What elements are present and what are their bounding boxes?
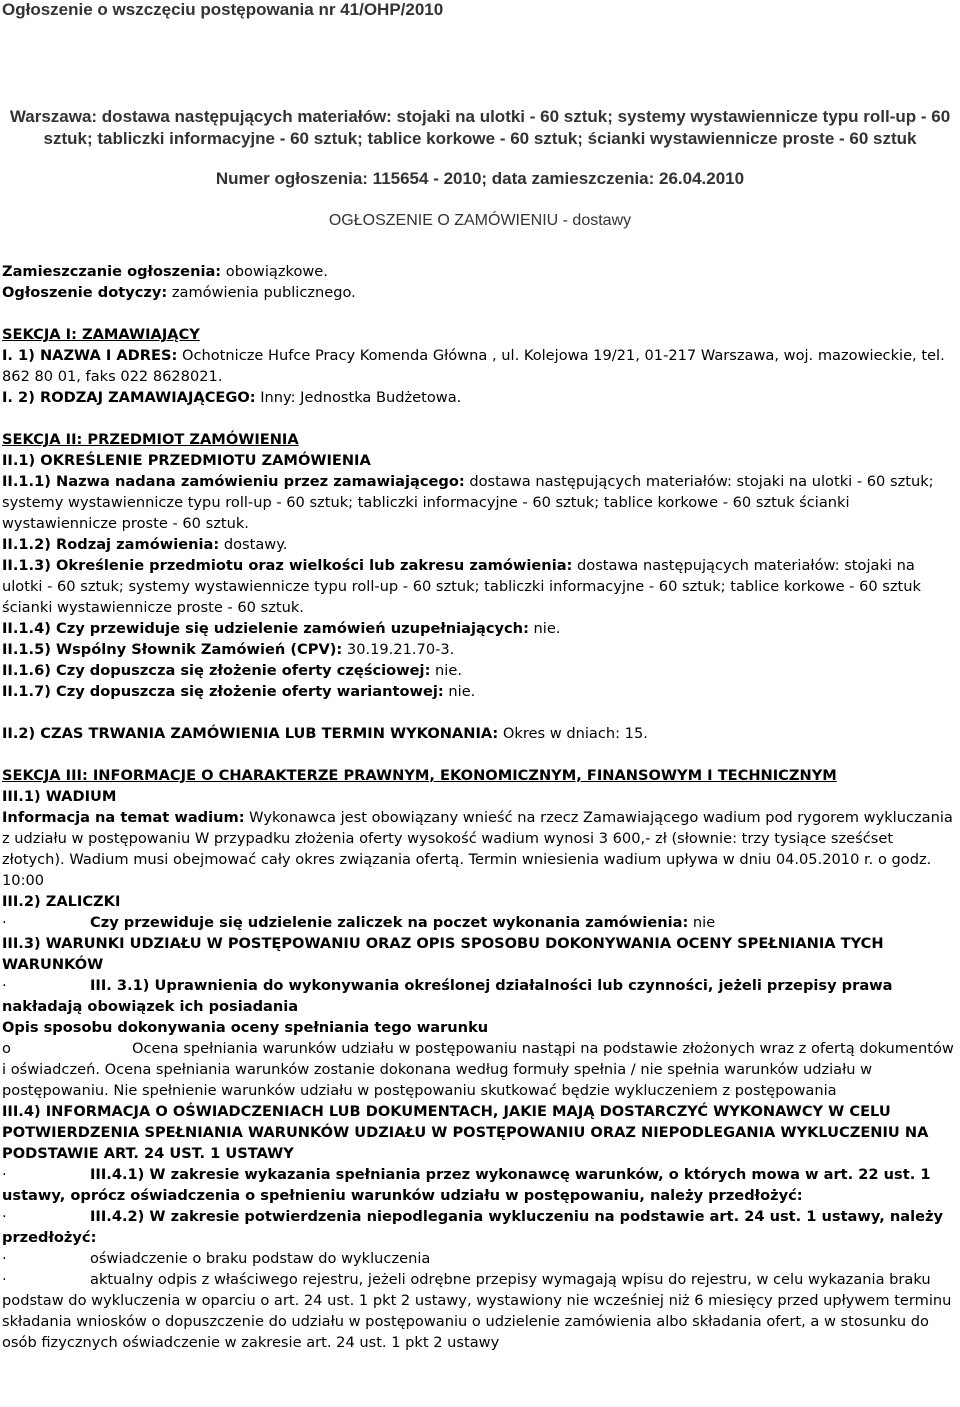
announcement-number: Numer ogłoszenia: 115654 - 2010; data zamieszczenia: 26.04.2010 bbox=[215, 169, 745, 188]
document-item-1 bbox=[2, 1248, 958, 1269]
concerns-value: zamówienia publicznego. bbox=[167, 284, 356, 301]
condition-3-1-text: III. 3.1) Uprawnienia do wykonywania określonej działalności lub czynności, jeżeli przepisy prawa nakładają obowiązek ich posiadania bbox=[2, 977, 893, 1015]
name-label: I. 1) NAZWA I ADRES: bbox=[2, 347, 178, 364]
duration-line bbox=[2, 723, 958, 744]
item-label: II.1.5) Wspólny Słownik Zamówień (CPV): bbox=[2, 641, 343, 658]
advance-label: Czy przewiduje się udzielenie zaliczek na poczet wykonania zamówienia: bbox=[90, 914, 689, 931]
main-title: Warszawa: dostawa następujących materiałów: stojaki na ulotki - 60 sztuk; systemy wystawiennicze typu roll-up - 60 sztuk; tabliczki informacyjne - 60 sztuk; tablice korkowe - 60 sztuk; ścianki wystawiennicze proste - 60 sztuk bbox=[9, 107, 951, 148]
item-2-1-3 bbox=[2, 555, 958, 618]
wadium-label: Informacja na temat wadium: bbox=[2, 809, 245, 826]
item-2-1-7 bbox=[2, 681, 958, 702]
advance-value: nie bbox=[688, 914, 716, 931]
advance-heading-text: III.2) ZALICZKI bbox=[2, 893, 121, 910]
type-label: I. 2) RODZAJ ZAMAWIAJĄCEGO: bbox=[2, 389, 256, 406]
item-value: nie. bbox=[430, 662, 462, 679]
condition-3-4-2-text: III.4.2) W zakresie potwierdzenia niepodlegania wykluczeniu na podstawie art. 24 ust. 1 ustawy, należy przedłożyć: bbox=[2, 1208, 944, 1246]
condition-3-4-1-text: III.4.1) W zakresie wykazania spełniania przez wykonawcę warunków, o których mowa w art. 22 ust. 1 ustawy, oprócz oświadczenia o spełnieniu warunków udziału w postępowaniu, należy przedłożyć: bbox=[2, 1166, 931, 1204]
section-2-subheading bbox=[2, 450, 958, 471]
item-label: II.1.7) Czy dopuszcza się złożenie oferty wariantowej: bbox=[2, 683, 444, 700]
advance-heading bbox=[2, 891, 958, 912]
item-label: II.1.2) Rodzaj zamówienia: bbox=[2, 536, 220, 553]
posting-line bbox=[2, 261, 958, 282]
conditions-heading-text: III.3) WARUNKI UDZIAŁU W POSTĘPOWANIU ORAZ OPIS SPOSOBU DOKONYWANIA OCENY SPEŁNIANIA TYCH WARUNKÓW bbox=[2, 935, 884, 973]
condition-3-4-1 bbox=[2, 1164, 958, 1206]
item-value: nie. bbox=[443, 683, 476, 700]
name-value: Ochotnicze Hufce Pracy Komenda Główna , ul. Kolejowa 19/21, 01-217 Warszawa, woj. mazowieckie, tel. 862 80 01, faks 022 8628021. bbox=[2, 347, 945, 385]
item-2-1-4 bbox=[2, 618, 958, 639]
concerns-label: Ogłoszenie dotyczy: bbox=[2, 284, 168, 301]
contracting-authority-type bbox=[2, 387, 958, 408]
item-label: II.1.3) Określenie przedmiotu oraz wielkości lub zakresu zamówienia: bbox=[2, 557, 573, 574]
section-3-heading: SEKCJA III: INFORMACJE O CHARAKTERZE PRAWNYM, EKONOMICZNYM, FINANSOWYM I TECHNICZNYM bbox=[2, 767, 837, 784]
assessment-heading-text: Opis sposobu dokonywania oceny spełniania tego warunku bbox=[2, 1019, 489, 1036]
section-2-heading: SEKCJA II: PRZEDMIOT ZAMÓWIENIA bbox=[2, 431, 299, 448]
assessment-heading bbox=[2, 1017, 958, 1038]
condition-3-4-2 bbox=[2, 1206, 958, 1248]
contracting-authority-name bbox=[2, 345, 958, 387]
posting-value: obowiązkowe. bbox=[221, 263, 328, 280]
section-1-heading: SEKCJA I: ZAMAWIAJĄCY bbox=[2, 326, 200, 343]
item-value: dostawy. bbox=[219, 536, 288, 553]
item-2-1-2 bbox=[2, 534, 958, 555]
wadium-value: Wykonawca jest obowiązany wnieść na rzecz Zamawiającego wadium pod rygorem wykluczania z udziału w postępowaniu W przypadku złożenia oferty wysokość wadium wynosi 3 600,- zł (słownie: trzy tysiące sześćset złotych). Wadium musi obejmować cały okres związania ofertą. Termin wniesienia wadium upływa w dniu 04.05.2010 r. o godz. 10:00 bbox=[2, 809, 953, 889]
item-2-1-6 bbox=[2, 660, 958, 681]
posting-label: Zamieszczanie ogłoszenia: bbox=[2, 263, 222, 280]
bullet-marker: · bbox=[2, 1208, 7, 1225]
item-value: dostawa następujących materiałów: stojaki na ulotki - 60 sztuk; systemy wystawiennicze typu roll-up - 60 sztuk; tabliczki informacyjne - 60 sztuk; tablice korkowe - 60 sztuk ścianki wystawiennicze proste - 60 sztuk. bbox=[2, 557, 921, 616]
item-label: II.1.1) Nazwa nadana zamówieniu przez zamawiającego: bbox=[2, 473, 465, 490]
conditions-heading bbox=[2, 933, 958, 975]
type-value: Inny: Jednostka Budżetowa. bbox=[255, 389, 462, 406]
announcement-type: OGŁOSZENIE O ZAMÓWIENIU - dostawy bbox=[328, 212, 632, 229]
item-value: 30.19.21.70-3. bbox=[342, 641, 455, 658]
concerns-line bbox=[2, 282, 958, 303]
bullet-marker: · bbox=[2, 1250, 7, 1267]
o-marker: o bbox=[2, 1040, 11, 1057]
subheading-text: II.1) OKREŚLENIE PRZEDMIOTU ZAMÓWIENIA bbox=[2, 452, 371, 469]
duration-value: Okres w dniach: 15. bbox=[498, 725, 648, 742]
item-value: nie. bbox=[528, 620, 561, 637]
condition-3-1 bbox=[2, 975, 958, 1017]
item-2-1-1 bbox=[2, 471, 958, 534]
assessment-body: Ocena spełniania warunków udziału w postępowaniu nastąpi na podstawie złożonych wraz z ofertą dokumentów i oświadczeń. Ocena spełniania warunków zostanie dokonana według formuły spełnia / nie spełnia warunków udziału w postępowaniu. Nie spełnienie warunków udziału w postępowaniu skutkować będzie wykluczeniem z postępowania bbox=[2, 1040, 954, 1099]
bullet-marker: · bbox=[2, 977, 7, 994]
item-label: II.1.4) Czy przewiduje się udzielenie zamówień uzupełniających: bbox=[2, 620, 529, 637]
duration-label: II.2) CZAS TRWANIA ZAMÓWIENIA LUB TERMIN WYKONANIA: bbox=[2, 725, 499, 742]
wadium-heading-text: III.1) WADIUM bbox=[2, 788, 117, 805]
document-item-2 bbox=[2, 1269, 958, 1353]
condition-3-4-text: III.4) INFORMACJA O OŚWIADCZENIACH LUB DOKUMENTACH, JAKIE MAJĄ DOSTARCZYĆ WYKONAWCY W CELU POTWIERDZENIA SPEŁNIANIA WARUNKÓW UDZIAŁU W POSTĘPOWANIU ORAZ NIEPODLEGANIA WYKLUCZENIU NA PODSTAWIE ART. 24 UST. 1 USTAWY bbox=[2, 1103, 929, 1162]
bullet-marker: · bbox=[2, 1271, 7, 1288]
condition-3-4 bbox=[2, 1101, 958, 1164]
assessment-text bbox=[2, 1038, 958, 1101]
document-body bbox=[0, 261, 960, 1353]
page-title: Ogłoszenie o wszczęciu postępowania nr 41/OHP/2010 bbox=[2, 0, 444, 19]
item-label: II.1.6) Czy dopuszcza się złożenie oferty częściowej: bbox=[2, 662, 431, 679]
document-item-text: aktualny odpis z właściwego rejestru, jeżeli odrębne przepisy wymagają wpisu do rejestru, w celu wykazania braku podstaw do wykluczenia w oparciu o art. 24 ust. 1 pkt 2 ustawy, wystawiony nie wcześniej niż 6 miesięcy przed upływem terminu składania wniosków o dopuszczenie do udziału w postępowaniu o udzielenie zamówienia albo składania ofert, a w stosunku do osób fizycznych oświadczenie w zakresie art. 24 ust. 1 pkt 2 ustawy bbox=[2, 1271, 952, 1351]
advance-line bbox=[2, 912, 958, 933]
wadium-info bbox=[2, 807, 958, 891]
document-item-text: oświadczenie o braku podstaw do wykluczenia bbox=[90, 1250, 431, 1267]
bullet-marker: · bbox=[2, 1166, 7, 1183]
item-2-1-5 bbox=[2, 639, 958, 660]
bullet-marker: · bbox=[2, 914, 7, 931]
item-value: dostawa następujących materiałów: stojaki na ulotki - 60 sztuk; systemy wystawiennicze typu roll-up - 60 sztuk; tabliczki informacyjne - 60 sztuk; tablice korkowe - 60 sztuk ścianki wystawiennicze proste - 60 sztuk. bbox=[2, 473, 934, 532]
wadium-heading bbox=[2, 786, 958, 807]
